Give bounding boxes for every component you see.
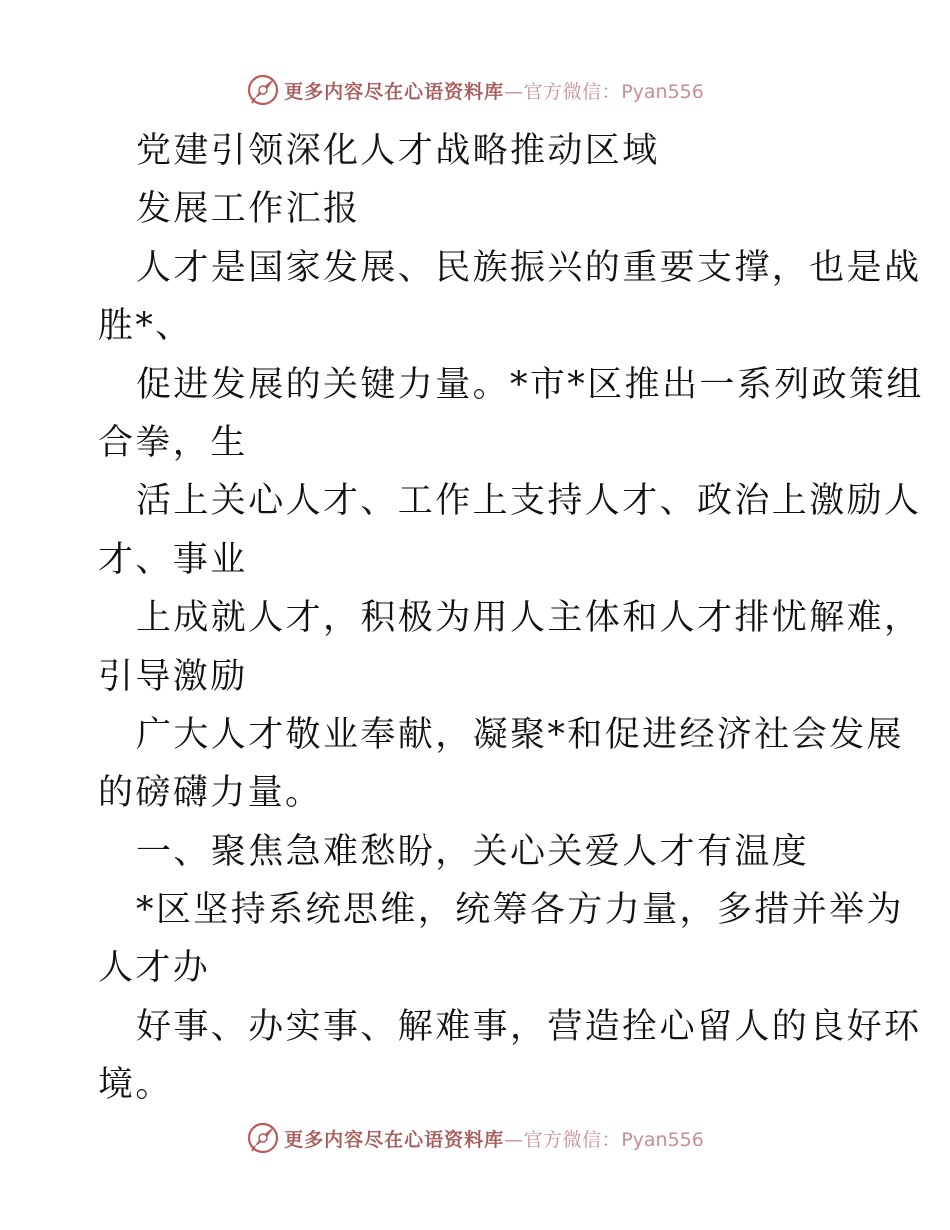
watermark-main-text: 更多内容尽在心语资料库 xyxy=(284,80,505,103)
watermark-text xyxy=(284,77,704,104)
watermark-handle: Pyan556 xyxy=(621,1128,704,1151)
document-title-line-2: 发展工作汇报 xyxy=(136,189,361,230)
watermark-dash: — xyxy=(504,1128,524,1151)
document-body xyxy=(98,122,924,1115)
paragraph-line: 合拳，生 xyxy=(98,422,248,463)
paragraph-line: 上成就人才，积极为用人主体和人才排忧解难， xyxy=(136,598,922,639)
watermark-secondary-text: 官方微信： xyxy=(523,80,622,103)
paragraph-line: 的磅礴力量。 xyxy=(98,773,323,814)
watermark-handle: Pyan556 xyxy=(621,80,704,103)
document-title-line-1: 党建引领深化人才战略推动区域 xyxy=(136,131,660,171)
watermark-text xyxy=(284,1125,704,1152)
watermark-secondary-text: 官方微信： xyxy=(523,1128,622,1151)
paragraph-line: 才、事业 xyxy=(98,539,248,580)
paragraph-line: *区坚持系统思维，统筹各方力量，多措并举为 xyxy=(136,890,904,931)
watermark-dash: — xyxy=(504,80,524,103)
paragraph-line: 好事、办实事、解难事，营造拴心留人的良好环 xyxy=(136,1006,922,1047)
paragraph-line: 引导激励 xyxy=(98,656,248,697)
quill-logo-icon xyxy=(246,1121,280,1155)
paragraph-line: 广大人才敬业奉献，凝聚*和促进经济社会发展 xyxy=(136,714,904,755)
paragraph-line: 人才是国家发展、民族振兴的重要支撑，也是战 xyxy=(136,247,922,288)
header-watermark xyxy=(0,70,950,110)
footer-watermark xyxy=(0,1118,950,1158)
quill-logo-icon xyxy=(246,73,280,107)
section-heading: 一、聚焦急难愁盼，关心关爱人才有温度 xyxy=(136,831,810,872)
paragraph-line: 胜*、 xyxy=(98,306,193,347)
paragraph-line: 人才办 xyxy=(98,948,211,989)
paragraph-line: 促进发展的关键力量。*市*区推出一系列政策组 xyxy=(136,364,924,405)
watermark-main-text: 更多内容尽在心语资料库 xyxy=(284,1128,505,1151)
paragraph-line: 境。 xyxy=(98,1065,173,1106)
paragraph-line: 活上关心人才、工作上支持人才、政治上激励人 xyxy=(136,481,922,522)
